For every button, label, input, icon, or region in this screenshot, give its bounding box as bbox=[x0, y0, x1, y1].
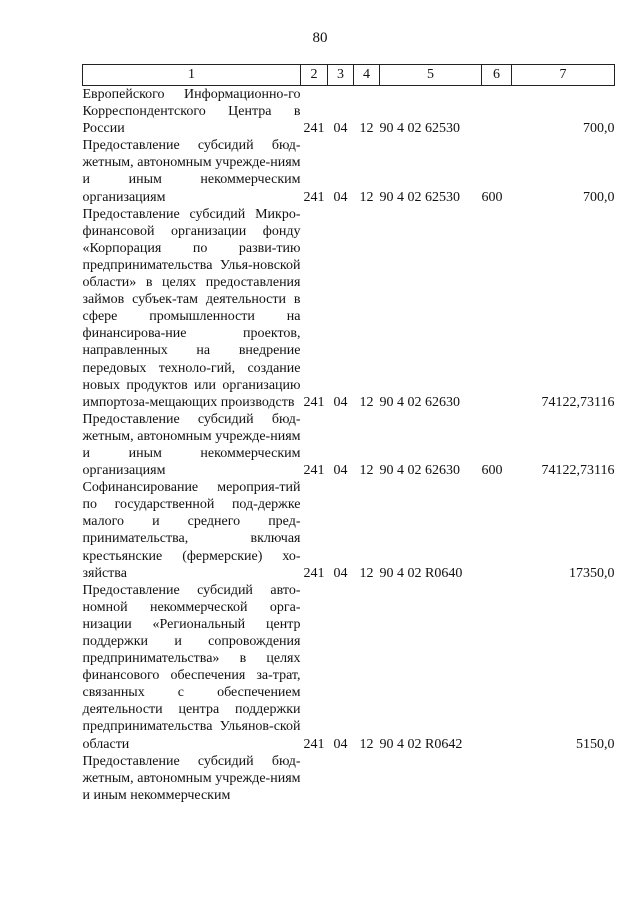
column-header: 2 bbox=[301, 65, 328, 86]
table-row bbox=[83, 479, 615, 582]
target-article-cell: 90 4 02 62630 bbox=[379, 394, 460, 410]
section-code-cell: 04 bbox=[333, 736, 348, 752]
target-article-cell: 90 4 02 R0642 bbox=[379, 736, 463, 752]
column-header: 3 bbox=[328, 65, 354, 86]
row-name-cell: Софинансирование мероприя-тий по государственной под-держке малого и среднего пред-принимательства, включая крестьянские (фермерские) хо-зяйства bbox=[82, 480, 301, 581]
amount-cell: 74122,73116 bbox=[541, 394, 615, 410]
subsection-code-cell: 12 bbox=[359, 121, 374, 137]
expense-type-cell: 600 bbox=[481, 463, 503, 479]
row-name-cell: Предоставление субсидий бюд-жетным, автономным учрежде-ниям и иным некоммерческим организациям bbox=[82, 411, 301, 479]
grbs-code-cell bbox=[301, 753, 328, 804]
subsection-code-cell: 12 bbox=[359, 394, 374, 410]
amount-cell: 5150,0 bbox=[576, 736, 615, 752]
amount-cell: 700,0 bbox=[583, 121, 615, 137]
grbs-code-cell: 241 bbox=[303, 189, 325, 205]
page-number: 80 bbox=[312, 30, 328, 46]
section-code-cell: 04 bbox=[333, 394, 348, 410]
row-name-cell: Предоставление субсидий авто-номной некоммерческой орга-низации «Региональный центр поддержки и сопровождения предпринимательства» в целях финансового обеспечения за-трат, связанных с обеспечением деятельности центра поддержки предпринимательства Ульянов-ской области bbox=[82, 582, 301, 752]
column-header: 1 bbox=[83, 65, 301, 86]
table-row bbox=[83, 137, 615, 205]
grbs-code-cell: 241 bbox=[303, 394, 325, 410]
column-header: 6 bbox=[482, 65, 512, 86]
amount-cell: 700,0 bbox=[583, 189, 615, 205]
target-article-cell: 90 4 02 62530 bbox=[379, 189, 460, 205]
expense-type-cell bbox=[482, 582, 512, 753]
target-article-cell: 90 4 02 62630 bbox=[379, 463, 460, 479]
row-name-cell: Предоставление субсидий бюд-жетным, автономным учрежде-ниям и иным некоммерческим bbox=[82, 753, 301, 803]
table-row bbox=[83, 753, 615, 804]
table-row bbox=[83, 582, 615, 753]
column-header: 4 bbox=[354, 65, 380, 86]
amount-cell bbox=[512, 753, 615, 804]
subsection-code-cell: 12 bbox=[359, 736, 374, 752]
table-row bbox=[83, 86, 615, 138]
row-name-cell: Европейского Информационно-го Корреспондентского Центра в России bbox=[82, 87, 301, 137]
section-code-cell: 04 bbox=[333, 121, 348, 137]
subsection-code-cell: 12 bbox=[359, 565, 374, 581]
target-article-cell bbox=[380, 753, 482, 804]
target-article-cell: 90 4 02 62530 bbox=[379, 121, 460, 137]
budget-table bbox=[82, 64, 615, 804]
expense-type-cell bbox=[482, 753, 512, 804]
section-code-cell: 04 bbox=[333, 463, 348, 479]
amount-cell: 74122,73116 bbox=[541, 463, 615, 479]
subsection-code-cell bbox=[354, 753, 380, 804]
column-header: 7 bbox=[512, 65, 615, 86]
section-code-cell bbox=[328, 753, 354, 804]
row-name-cell: Предоставление субсидий бюд-жетным, автономным учрежде-ниям и иным некоммерческим организациям bbox=[82, 138, 301, 205]
section-code-cell: 04 bbox=[333, 189, 348, 205]
expense-type-cell bbox=[482, 206, 512, 411]
table-row bbox=[83, 206, 615, 411]
expense-type-cell bbox=[482, 86, 512, 138]
grbs-code-cell: 241 bbox=[303, 565, 325, 581]
section-code-cell: 04 bbox=[333, 565, 348, 581]
expense-type-cell bbox=[482, 479, 512, 582]
row-name-cell: Предоставление субсидий Микро-финансовой организации фонду «Корпорация по разви-тию предпринимательства Улья-новской области» в целях предоставления займов субъек-там деятельности в сфере промышленности на финансирова-ние проектов, направленных на внедрение передовых техноло-гий, создание новых продуктов или организацию импортоза-мещающих производств bbox=[82, 206, 301, 410]
subsection-code-cell: 12 bbox=[359, 189, 374, 205]
grbs-code-cell: 241 bbox=[303, 736, 325, 752]
grbs-code-cell: 241 bbox=[303, 121, 325, 137]
column-header: 5 bbox=[380, 65, 482, 86]
table-header-row bbox=[83, 65, 615, 86]
table-row bbox=[83, 411, 615, 479]
amount-cell: 17350,0 bbox=[569, 565, 615, 581]
subsection-code-cell: 12 bbox=[359, 463, 374, 479]
expense-type-cell: 600 bbox=[481, 189, 503, 205]
grbs-code-cell: 241 bbox=[303, 463, 325, 479]
target-article-cell: 90 4 02 R0640 bbox=[379, 565, 463, 581]
